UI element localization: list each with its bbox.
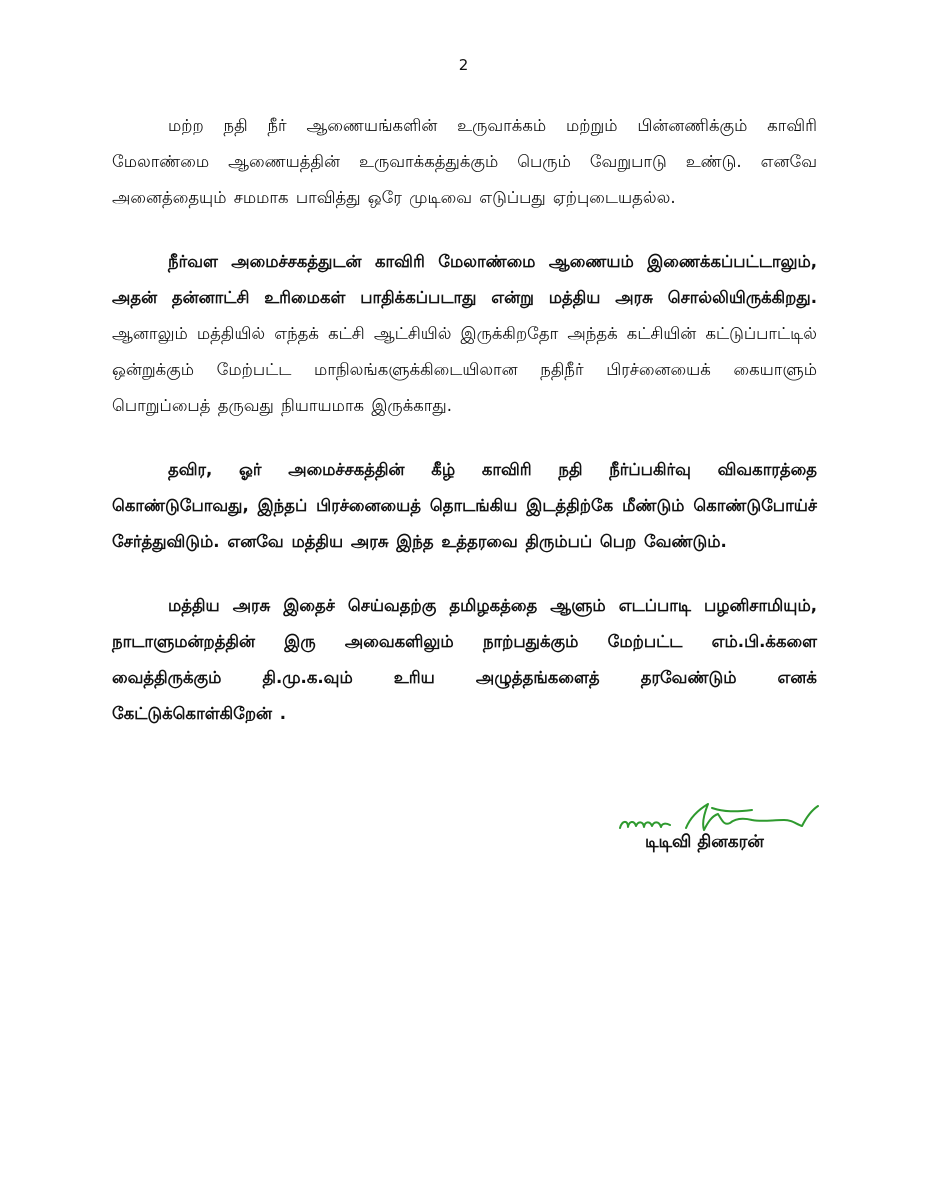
paragraph-1-text: மற்ற நதி நீர் ஆணையங்களின் உருவாக்கம் மற்றும் பின்னணிக்கும் காவிரி மேலாண்மை ஆணையத்தின் உருவாக்கத்துக்கும் பெரும் வேறுபாடு உண்டு. எனவே அனைத்தையும் சமமாக பாவித்து ஒரே முடிவை எடுப்பது ஏற்புடையதல்ல. bbox=[112, 116, 817, 207]
page-number: 2 bbox=[458, 56, 469, 74]
letter-body bbox=[112, 108, 817, 760]
signature-strokes bbox=[620, 804, 818, 830]
paragraph-4 bbox=[112, 588, 817, 732]
paragraph-3-text: தவிர, ஓர் அமைச்சகத்தின் கீழ் காவிரி நதி நீர்ப்பகிர்வு விவகாரத்தை கொண்டுபோவது, இந்தப் பிரச்னையைத் தொடங்கிய இடத்திற்கே மீண்டும் கொண்டுபோய்ச் சேர்த்துவிடும். எனவே மத்திய அரசு இந்த உத்தரவை திரும்பப் பெற வேண்டும். bbox=[112, 460, 817, 551]
paragraph-2-text: ஆனாலும் மத்தியில் எந்தக் கட்சி ஆட்சியில் இருக்கிறதோ அந்தக் கட்சியின் கட்டுப்பாட்டில் ஒன்றுக்கும் மேற்பட்ட மாநிலங்களுக்கிடையிலான நதிநீர் பிரச்னையைக் கையாளும் பொறுப்பைத் தருவது நியாயமாக இருக்காது. bbox=[112, 324, 817, 415]
paragraph-2-bold-text: நீர்வள அமைச்சகத்துடன் காவிரி மேலாண்மை ஆணையம் இணைக்கப்பட்டாலும், அதன் தன்னாட்சி உரிமைகள் பாதிக்கப்படாது என்று மத்திய அரசு சொல்லியிருக்கிறது. bbox=[112, 252, 817, 307]
paragraph-2 bbox=[112, 244, 817, 424]
paragraph-1 bbox=[112, 108, 817, 216]
paragraph-3 bbox=[112, 452, 817, 560]
signatory-name: டிடிவி தினகரன் bbox=[645, 832, 764, 852]
paragraph-4-text: மத்திய அரசு இதைச் செய்வதற்கு தமிழகத்தை ஆளும் எடப்பாடி பழனிசாமியும், நாடாளுமன்றத்தின் இரு அவைகளிலும் நாற்பதுக்கும் மேற்பட்ட எம்.பி.க்களை வைத்திருக்கும் தி.மு.க.வும் உரிய அழுத்தங்களைத் தரவேண்டும் எனக் கேட்டுக்கொள்கிறேன் . bbox=[112, 596, 817, 723]
